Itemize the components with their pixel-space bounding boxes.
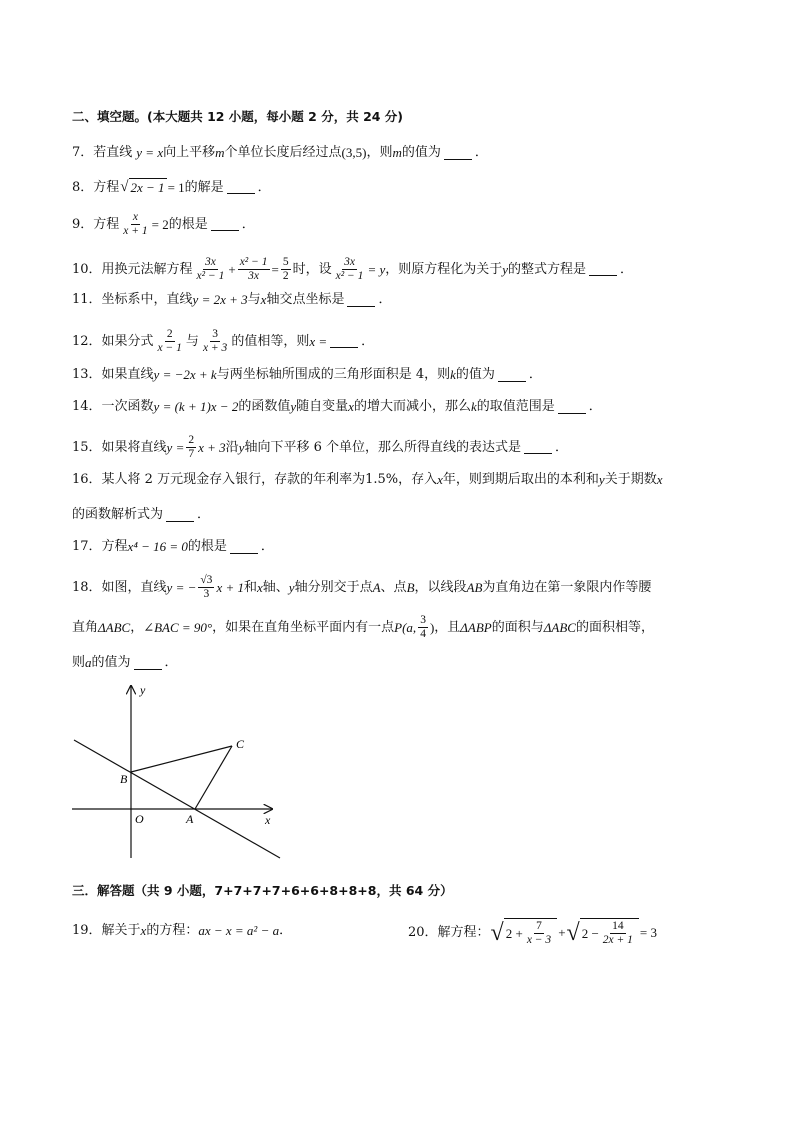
fraction: $\frac{2}{7}$ (188, 434, 195, 460)
fraction: $\frac{3x}{\text{x² − 1}}$ (335, 256, 364, 282)
question-17: 17．方程 x⁴ − 16 = 0 的根是 ． (72, 539, 274, 554)
answer-blank (230, 541, 258, 554)
answer-blank (589, 263, 617, 276)
section-two-title: 二、填空题。(本大题共 12 小题，每小题 2 分，共 24 分) (72, 109, 404, 124)
label-b: B (120, 772, 128, 786)
fraction: $\frac{5}{2}$ (282, 256, 289, 282)
answer-blank (524, 441, 552, 454)
question-8: 8．方程 √ 2x − 1 = 1 的解是 ． (72, 179, 271, 195)
question-13: 13．如果直线 y = −2x + k 与两坐标轴所围成的三角形面积是 4，则 k 的值为 ． (72, 367, 542, 382)
answer-blank (347, 294, 375, 307)
segment-bc (131, 746, 232, 772)
answer-blank (211, 218, 239, 231)
fraction: $\frac{\text{x² − 1}}{3x}$ (239, 256, 268, 282)
question-19: 19．解关于 x 的方程： ax − x = a² − a ． (72, 923, 293, 938)
label-c: C (236, 737, 245, 751)
fraction: $\frac{3}{x + 3}$ (202, 328, 228, 354)
sqrt-expression: √ 2 − $\frac{14}{2x + 1}$ (567, 918, 639, 948)
answer-blank (558, 401, 586, 414)
coordinate-figure (60, 678, 300, 868)
label-a: A (186, 812, 194, 826)
fraction: $\frac{√3}{3}$ (200, 574, 213, 600)
question-12: 12．如果分式 $\frac{2}{x - 1}$ 与 $\frac{3}{x + 3}$ 的值相等，则 x = ． (72, 328, 375, 354)
answer-blank (166, 509, 194, 522)
question-9: 9．方程 $\frac{x}{x + 1}$ = 2 的根是 ． (72, 211, 255, 237)
answer-blank (498, 369, 526, 382)
sqrt-expression: √ 2x − 1 (120, 179, 165, 195)
fraction: $\frac{14}{2x + 1}$ (602, 920, 633, 946)
fraction: $\frac{3x}{\text{x² − 1}}$ (196, 256, 225, 282)
question-18-line3: 则 a 的值为 ． (72, 655, 178, 670)
segment-ca (195, 746, 232, 809)
question-16-line2: 的函数解析式为 ． (72, 507, 211, 522)
fraction: $\frac{3}{4}$ (420, 614, 426, 640)
question-11: 11．坐标系中，直线 y = 2x + 3 与 x 轴交点坐标是 ． (72, 292, 392, 307)
answer-blank (330, 335, 358, 348)
question-18-line1: 18．如图，直线 y = − $\frac{√3}{3}$ x + 1 和 x 轴、 y 轴分别交于点 A 、点 B ，以线段 AB 为直角边在第一象限内作等腰 (72, 574, 652, 600)
question-16-line1: 16．某人将 2 万元现金存入银行，存款的年利率为1.5%，存入 x 年，则到期后取出的本利和 y 关于期数 x (72, 472, 663, 487)
label-x: x (265, 813, 271, 827)
question-18-line2: 直角 ΔABC ， ∠BAC = 90° ，如果在直角坐标平面内有一点 P(a, $\frac{3}{4}$ ) ，且 ΔABP 的面积与 ΔABC 的面积相等， (72, 614, 654, 640)
line-ab (74, 740, 280, 858)
fraction: $\frac{2}{x - 1}$ (157, 328, 182, 354)
label-o: O (135, 812, 144, 826)
answer-blank (444, 147, 472, 160)
question-15: 15．如果将直线 y = $\frac{2}{7}$ x + 3 沿 y 轴向下平移 6 个单位，那么所得直线的表达式是 ． (72, 434, 568, 460)
answer-blank (134, 657, 162, 670)
section-three-title: 三．解答题（共 9 小题，7+7+7+7+6+6+8+8+8，共 64 分） (72, 883, 453, 898)
label-y: y (140, 683, 146, 697)
fraction: $\frac{7}{x - 3}$ (526, 920, 552, 946)
question-7: 7．若直线 y = x 向上平移 m 个单位长度后经过点 (3,5) ，则 m 的值为 ． (72, 145, 488, 160)
question-20: 20．解方程： √ 2 + $\frac{7}{x - 3}$ + √ 2 − $\frac{14}{2x + 1}$ = 3 (408, 920, 658, 946)
question-10: 10．用换元法解方程 $\frac{3x}{\text{x² − 1}}$ + $\frac{\text{x² − 1}}{3x}$ = $\frac{5}{2}$ 时，设 $\frac{3x}{\text{x² − 1}}$ = y ，则原方程化为关于 y 的整式方程是 ． (72, 256, 634, 282)
question-14: 14．一次函数 y = (k + 1)x − 2 的函数值 y 随自变量 x 的增大而减小，那么 k 的取值范围是 ． (72, 399, 602, 414)
fraction: $\frac{x}{x + 1}$ (123, 211, 148, 237)
sqrt-expression: √ 2 + $\frac{7}{x - 3}$ (491, 918, 558, 948)
answer-blank (227, 181, 255, 194)
